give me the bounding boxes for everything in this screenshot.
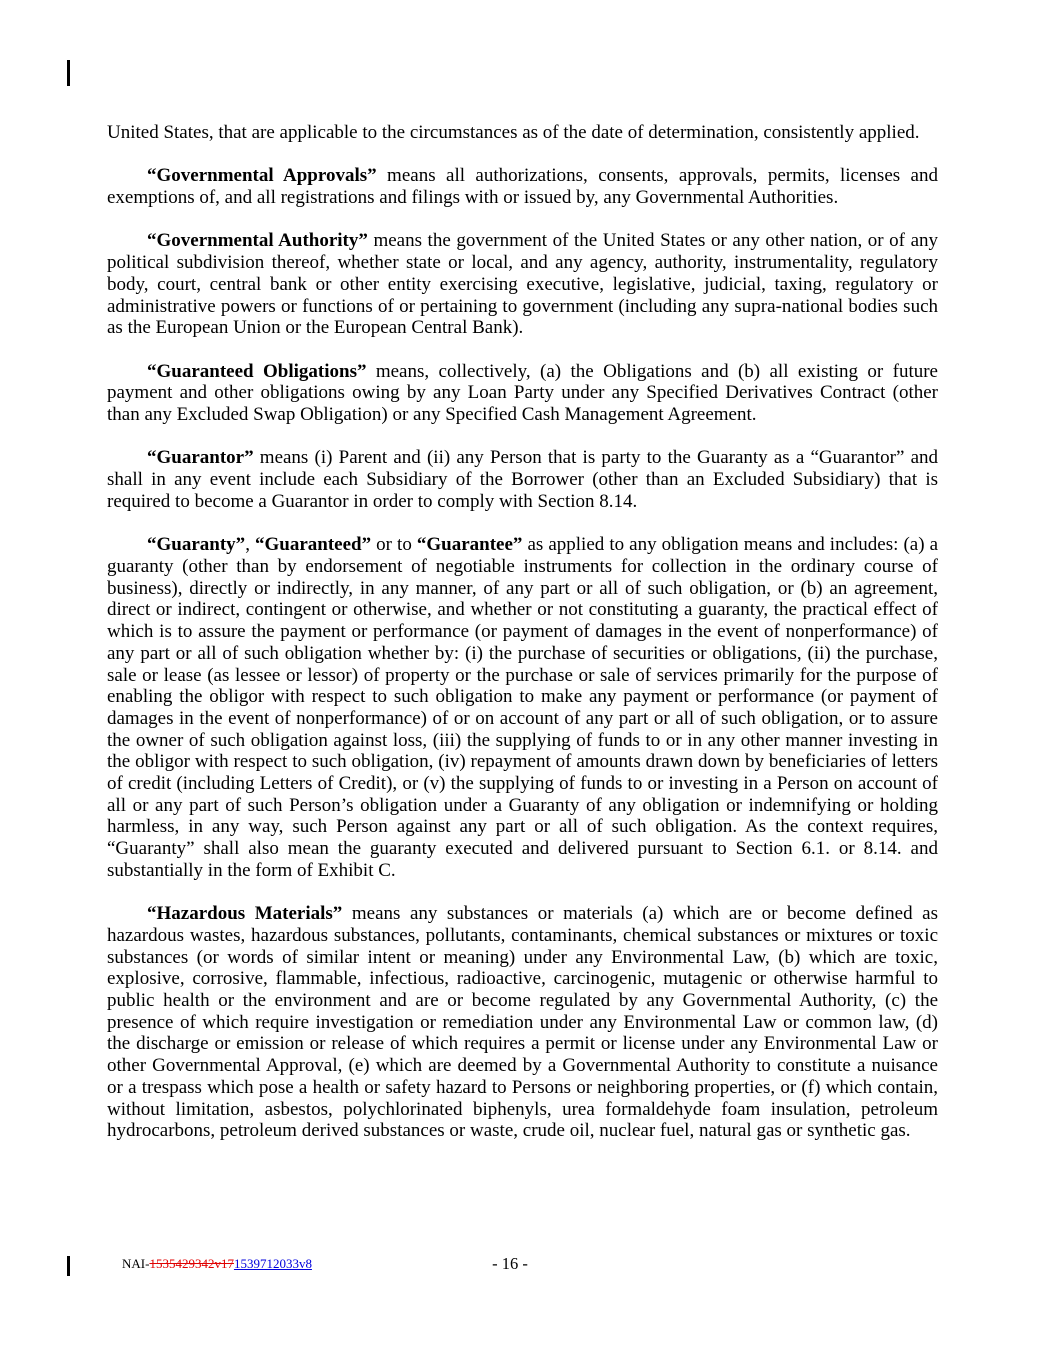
paragraph-text: means all authorizations, consents, approvals, permits, licenses and exemptions of, and all registrations and filings with or issued by, any Governmental Authorities. <box>107 165 938 209</box>
paragraph-text: or to <box>371 534 417 556</box>
paragraph-text: means, collectively, (a) the Obligations and (b) all existing or future payment and other obligations owing by any Loan Party under any Specified Derivatives Contract (other than any Excluded Swap Obligation) or any Specified Cash Management Agreement. <box>107 360 938 426</box>
revision-mark-top <box>67 60 70 86</box>
defined-term: “Governmental Approvals” <box>147 165 377 187</box>
paragraph <box>107 447 938 512</box>
paragraph-text: means (i) Parent and (ii) any Person that is party to the Guaranty as a “Guarantor” and shall in any event include each Subsidiary of the Borrower (other than an Excluded Subsidiary) that is required to become a Guarantor in order to comply with Section 8.14. <box>107 447 938 512</box>
defined-term: “Guarantee” <box>416 534 523 556</box>
defined-term: “Governmental Authority” <box>147 230 368 252</box>
defined-term: “Guaranty” <box>147 534 246 556</box>
paragraph-text: , <box>245 534 255 556</box>
paragraph <box>107 534 938 881</box>
document-body <box>107 122 938 1164</box>
defined-term: “Hazardous Materials” <box>147 903 343 925</box>
paragraph <box>107 122 938 144</box>
paragraph <box>107 165 938 208</box>
paragraph-text: United States, that are applicable to the circumstances as of the date of determination, consistently applied. <box>107 122 920 143</box>
document-id-deleted: 1535429342v17 <box>149 1256 234 1271</box>
paragraph <box>107 361 938 426</box>
paragraph-text: means the government of the United States or any other nation, or of any political subdivision thereof, whether state or local, and any agency, authority, instrumentality, regulatory body, court, central bank or other entity exercising executive, legislative, judicial, taxing, regulatory or administrative powers or functions of or pertaining to government (including any supra-national bodies such as the European Union or the European Central Bank). <box>107 230 939 339</box>
document-id-current: 1539712033v8 <box>233 1256 312 1271</box>
paragraph <box>107 903 938 1142</box>
paragraph-text: means any substances or materials (a) which are or become defined as hazardous wastes, hazardous substances, pollutants, contaminants, chemical substances or mixtures or toxic substances (or words of similar intent or meaning) under any Environmental Law, (b) which are toxic, explosive, corrosive, flammable, infectious, radioactive, carcinogenic, mutagenic or otherwise harmful to public health or the environment and are or become regulated by any Governmental Authority, (c) the presence of which require investigation or remediation under any Environmental Law or common law, (d) the discharge or emission or release of which requires a permit or license under any Environmental Law or other Governmental Approval, (e) which are deemed by a Governmental Authority to constitute a nuisance or a trespass which pose a health or safety hazard to Persons or neighboring properties, or (f) which contain, without limitation, asbestos, polychlorinated biphenyls, urea formaldehyde foam insulation, petroleum hydrocarbons, petroleum derived substances or waste, crude oil, nuclear fuel, natural gas or synthetic gas. <box>107 903 938 1142</box>
defined-term: “Guaranteed Obligations” <box>147 360 367 382</box>
document-id-prefix: NAI- <box>122 1256 150 1271</box>
paragraph-text: as applied to any obligation means and includes: (a) a guaranty (other than by endorsement of negotiable instruments for collection in the ordinary course of business), directly or indirectly, in any manner, of any part or all of such obligation, or (b) an agreement, direct or indirect, contingent or otherwise, and whether or not constituting a guaranty, the practical effect of which is to assure the payment or performance (or payment of damages in the event of nonperformance) of any part or all of such obligation whether by: (i) the purchase of securities or obligations, (ii) the purchase, sale or lease (as lessee or lessor) of property or the purchase or sale of services primarily for the purpose of enabling the obligor with respect to such obligation to make any payment or performance (or payment of damages in the event of nonperformance) of or on account of any part or all of such obligation, or to assure the owner of such obligation against loss, (iii) the supplying of funds to or in any other manner investing in the obligor with respect to such obligation, (iv) repayment of amounts drawn down by beneficiaries of letters of credit (including Letters of Credit), or (v) the supplying of funds to or investing in a Person on account of all or any part of such Person’s obligation under a Guaranty of any obligation or indemnifying or holding harmless, in any way, such Person against any part or all of such obligation. As the context requires, “Guaranty” shall also mean the guaranty executed and delivered pursuant to Section 6.1. or 8.14. and substantially in the form of Exhibit C. <box>107 534 939 881</box>
defined-term: “Guarantor” <box>147 447 254 469</box>
paragraph <box>107 230 938 339</box>
defined-term: “Guaranteed” <box>255 534 372 556</box>
page-number: - 16 - <box>492 1254 528 1273</box>
